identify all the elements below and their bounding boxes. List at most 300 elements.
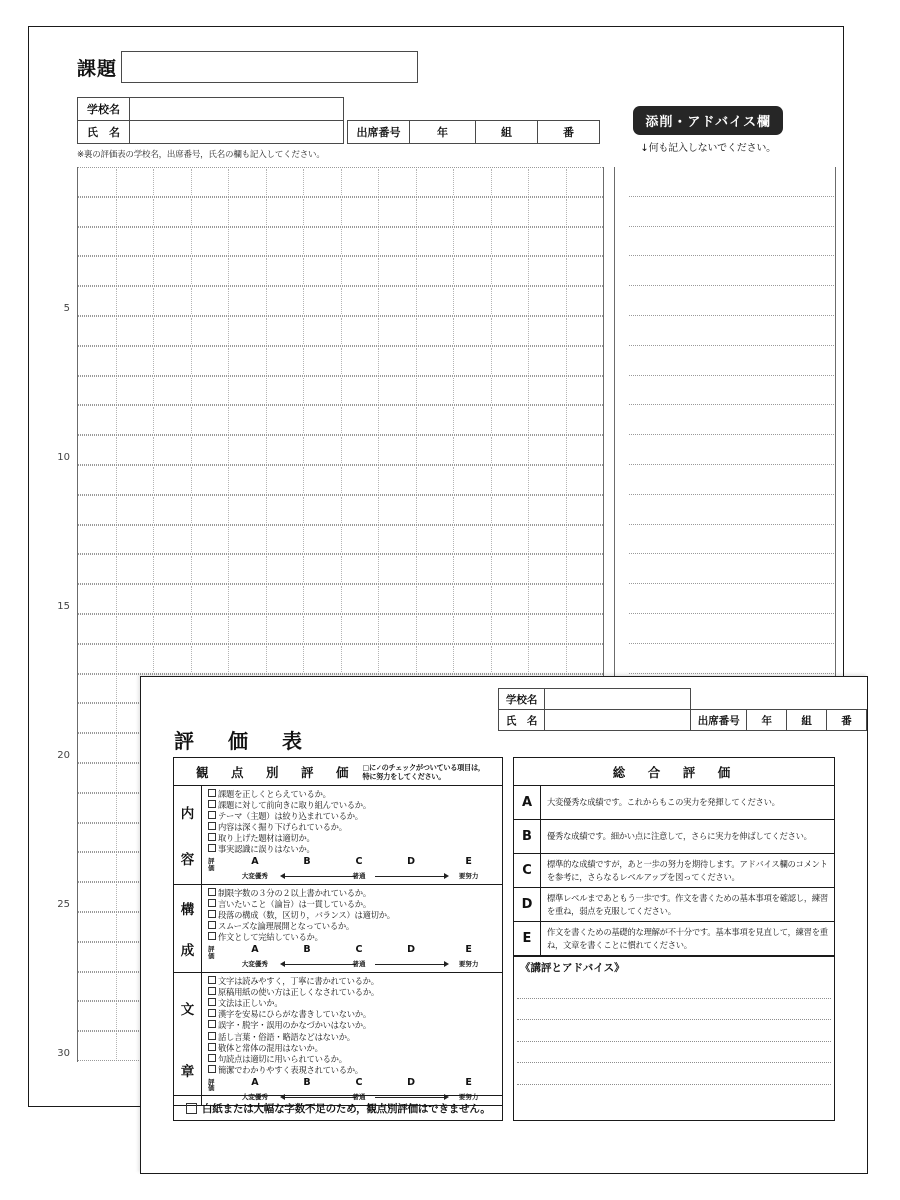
cell-divider: [528, 616, 529, 642]
criteria-item[interactable]: [208, 1020, 498, 1031]
advice-line[interactable]: [629, 376, 834, 406]
cell-divider: [191, 437, 192, 463]
criteria-item[interactable]: [208, 1009, 498, 1020]
cell-divider: [528, 527, 529, 553]
rating-scale-label-char: 価: [208, 864, 215, 872]
cell-divider: [303, 229, 304, 255]
criteria-header: [174, 758, 502, 786]
criteria-item[interactable]: [208, 822, 498, 833]
blank-paper-note[interactable]: [173, 1095, 503, 1121]
cell-divider: [378, 616, 379, 642]
cell-divider: [153, 229, 154, 255]
checkbox-icon[interactable]: [208, 1054, 216, 1062]
criteria-note-line2: 特に努力をしてください。: [362, 771, 446, 781]
cell-divider: [228, 318, 229, 344]
criteria-item[interactable]: [208, 811, 498, 822]
rating-scale-label-char: 価: [208, 952, 215, 961]
year-label[interactable]: 年: [410, 121, 476, 144]
cell-divider: [566, 288, 567, 314]
cell-divider: [416, 348, 417, 374]
criteria-section: [174, 786, 502, 885]
cell-divider: [416, 556, 417, 582]
cell-divider: [116, 884, 117, 910]
cell-divider: [191, 467, 192, 493]
cell-divider: [153, 437, 154, 463]
cell-divider: [341, 169, 342, 195]
rating-letter-E[interactable]: E: [465, 856, 472, 868]
cell-divider: [491, 646, 492, 672]
criteria-item-label: 漢字を安易にひらがな書きしていないか。: [218, 1009, 371, 1020]
rating-letter-B[interactable]: B: [303, 1076, 311, 1088]
cell-divider: [191, 527, 192, 553]
rating-letter-D[interactable]: D: [407, 856, 415, 868]
row-rule: [78, 197, 603, 198]
checkbox-icon[interactable]: [208, 789, 216, 797]
checkbox-icon[interactable]: [208, 1043, 216, 1051]
grade-row[interactable]: [514, 820, 834, 854]
advice-line[interactable]: [629, 435, 834, 465]
row-rule: [78, 644, 603, 645]
advice-line[interactable]: [629, 554, 834, 584]
manuscript-row[interactable]: [78, 614, 603, 644]
criteria-item-label: 制限字数の３分の２以上書かれているか。: [218, 888, 371, 899]
assignment-row: [77, 51, 418, 83]
checkbox-icon[interactable]: [208, 822, 216, 830]
criteria-item[interactable]: [208, 1054, 498, 1065]
cell-divider: [341, 229, 342, 255]
cell-divider: [491, 348, 492, 374]
criteria-item[interactable]: [208, 899, 498, 910]
back-year-label[interactable]: 年: [747, 710, 787, 731]
cell-divider: [528, 467, 529, 493]
cell-divider: [116, 795, 117, 821]
cell-divider: [528, 348, 529, 374]
checkbox-icon[interactable]: [208, 998, 216, 1006]
criteria-item-label: 話し言葉・俗語・略語などはないか。: [218, 1031, 355, 1042]
grade-row[interactable]: [514, 888, 834, 922]
grade-row[interactable]: [514, 854, 834, 888]
attendance-label: 出席番号: [348, 121, 410, 144]
criteria-sections: [174, 786, 502, 1105]
cell-divider: [341, 378, 342, 404]
cell-divider: [341, 616, 342, 642]
cell-divider: [228, 169, 229, 195]
cell-divider: [266, 318, 267, 344]
checkbox-icon[interactable]: [208, 987, 216, 995]
cell-divider: [153, 556, 154, 582]
grade-description: 標準的な成績ですが，あと一歩の努力を期待します。アドバイス欄のコメントを参考に，さらなるレベルアップを図ってください。: [547, 859, 828, 882]
rating-right-text: 要努力: [458, 960, 479, 969]
advice-line[interactable]: [629, 584, 834, 614]
checkbox-icon[interactable]: [186, 1103, 197, 1114]
cell-divider: [266, 169, 267, 195]
cell-divider: [116, 735, 117, 761]
cell-divider: [116, 586, 117, 612]
name-input[interactable]: [130, 121, 344, 144]
grade-row[interactable]: [514, 786, 834, 820]
cell-divider: [453, 169, 454, 195]
cell-divider: [491, 556, 492, 582]
row-number-5: 5: [63, 303, 70, 314]
criteria-item-label: 誤字・脱字・誤用のかなづかいはないか。: [218, 1020, 371, 1031]
rating-letter-B[interactable]: B: [303, 856, 311, 868]
cell-divider: [453, 407, 454, 433]
criteria-item-label: スムーズな論理展開となっているか。: [218, 921, 354, 932]
cell-divider: [491, 407, 492, 433]
advice-line[interactable]: [629, 197, 834, 227]
cell-divider: [378, 407, 379, 433]
checkbox-icon[interactable]: [208, 976, 216, 984]
grade-letter-D: D: [514, 888, 541, 921]
cell-divider: [266, 437, 267, 463]
cell-divider: [228, 258, 229, 284]
cell-divider: [341, 556, 342, 582]
cell-divider: [266, 288, 267, 314]
rating-axis-left: [285, 876, 356, 877]
row-rule: [78, 256, 603, 257]
criteria-item-label: 課題を正しくとらえているか。: [218, 789, 331, 799]
cell-divider: [266, 199, 267, 225]
grade-row[interactable]: [514, 922, 834, 956]
criteria-item[interactable]: [208, 800, 498, 811]
cell-divider: [416, 169, 417, 195]
criteria-item-label: 句読点は適切に用いられているか。: [218, 1053, 347, 1064]
cell-divider: [528, 258, 529, 284]
cell-divider: [453, 258, 454, 284]
manuscript-row[interactable]: [78, 346, 603, 376]
manuscript-row[interactable]: [78, 584, 603, 614]
row-rule: [78, 674, 603, 675]
number-label[interactable]: 番: [538, 121, 600, 144]
criteria-item-label: 段落の構成（数，区切り，バランス）は適切か。: [218, 910, 395, 921]
advice-line[interactable]: [629, 495, 834, 525]
overall-title: 総 合 評 価: [514, 758, 834, 786]
criteria-item[interactable]: [208, 844, 498, 855]
rating-center-text: 普通: [352, 1092, 366, 1101]
grade-letter-B: B: [514, 820, 541, 853]
grade-letter-E: E: [514, 922, 541, 955]
cell-divider: [528, 199, 529, 225]
cell-divider: [341, 437, 342, 463]
cell-divider: [491, 169, 492, 195]
cell-divider: [116, 825, 117, 851]
advice-badge: 添削・アドバイス欄: [633, 106, 783, 135]
manuscript-row[interactable]: [78, 286, 603, 316]
criteria-section-label-char: 構: [180, 902, 195, 919]
cell-divider: [453, 646, 454, 672]
cell-divider: [453, 378, 454, 404]
criteria-section-label-char: 章: [180, 1064, 195, 1081]
manuscript-row[interactable]: [78, 525, 603, 555]
criteria-item[interactable]: [208, 1032, 498, 1043]
criteria-item[interactable]: [208, 998, 498, 1009]
cell-divider: [303, 258, 304, 284]
cell-divider: [416, 318, 417, 344]
manuscript-row[interactable]: [78, 435, 603, 465]
row-rule: [78, 465, 603, 466]
checkbox-icon[interactable]: [208, 888, 216, 896]
criteria-item[interactable]: [208, 987, 498, 998]
manuscript-row[interactable]: [78, 644, 603, 674]
rating-scale-label: [208, 946, 217, 960]
criteria-item[interactable]: [208, 976, 498, 987]
comment-line[interactable]: [517, 977, 831, 999]
advice-line[interactable]: [629, 316, 834, 346]
cell-divider: [566, 437, 567, 463]
cell-divider: [528, 646, 529, 672]
cell-divider: [528, 586, 529, 612]
cell-divider: [116, 378, 117, 404]
cell-divider: [453, 497, 454, 523]
rating-letter-A[interactable]: A: [251, 944, 259, 956]
criteria-section: [174, 885, 502, 973]
grade-description: 作文を書くための基礎的な理解が不十分です。基本事項を見直して，練習を重ね，文章を書くことに慣れてください。: [547, 927, 828, 950]
row-number-15: 15: [57, 601, 70, 612]
advice-line[interactable]: [629, 465, 834, 495]
table-row: [78, 121, 344, 144]
cell-divider: [566, 646, 567, 672]
cell-divider: [303, 199, 304, 225]
cell-divider: [303, 348, 304, 374]
cell-divider: [191, 169, 192, 195]
manuscript-row[interactable]: [78, 495, 603, 525]
cell-divider: [378, 646, 379, 672]
criteria-item-label: 事実認識に誤りはないか。: [218, 844, 315, 855]
cell-divider: [378, 318, 379, 344]
checkbox-icon[interactable]: [208, 1009, 216, 1017]
cell-divider: [528, 288, 529, 314]
cell-divider: [153, 199, 154, 225]
rating-letter-B[interactable]: B: [303, 944, 311, 956]
comment-line[interactable]: [517, 1020, 831, 1042]
front-note: ※裏の評価表の学校名，出席番号，氏名の欄も記入してください。: [77, 150, 325, 160]
manuscript-row[interactable]: [78, 167, 603, 197]
cell-divider: [453, 467, 454, 493]
cell-divider: [453, 556, 454, 582]
cell-divider: [341, 348, 342, 374]
school-input[interactable]: [130, 98, 344, 121]
cell-divider: [191, 378, 192, 404]
cell-divider: [116, 616, 117, 642]
checkbox-icon[interactable]: [208, 811, 216, 819]
name-label: 氏 名: [78, 121, 130, 144]
criteria-section-body: [202, 885, 502, 972]
table-row: [78, 98, 344, 121]
advice-line[interactable]: [629, 405, 834, 435]
cell-divider: [453, 586, 454, 612]
cell-divider: [566, 348, 567, 374]
criteria-item[interactable]: [208, 921, 498, 932]
rating-letter-D[interactable]: D: [407, 944, 415, 956]
rating-center-text: 普通: [352, 960, 366, 969]
checkbox-icon[interactable]: [208, 921, 216, 929]
cell-divider: [378, 437, 379, 463]
cell-divider: [566, 378, 567, 404]
rating-letter-D[interactable]: D: [407, 1076, 415, 1088]
rating-letter-E[interactable]: E: [465, 1076, 472, 1088]
back-name-input[interactable]: [545, 710, 691, 731]
cell-divider: [116, 169, 117, 195]
back-number-label[interactable]: 番: [827, 710, 867, 731]
manuscript-row[interactable]: [78, 465, 603, 495]
rating-scale[interactable]: [208, 944, 498, 970]
checkbox-icon[interactable]: [208, 800, 216, 808]
cell-divider: [491, 199, 492, 225]
cell-divider: [303, 437, 304, 463]
advice-line[interactable]: [629, 227, 834, 257]
rating-letter-C[interactable]: C: [355, 1076, 363, 1088]
checkbox-icon[interactable]: [208, 1032, 216, 1040]
spacer-cell: [747, 689, 787, 710]
criteria-item[interactable]: [208, 1043, 498, 1054]
class-label[interactable]: 組: [476, 121, 538, 144]
manuscript-row[interactable]: [78, 197, 603, 227]
cell-divider: [566, 616, 567, 642]
rating-letter-A[interactable]: A: [251, 856, 259, 868]
cell-divider: [228, 586, 229, 612]
cell-divider: [116, 258, 117, 284]
criteria-section-label-char: 文: [180, 1001, 195, 1018]
cell-divider: [153, 378, 154, 404]
criteria-item-label: テーマ（主題）は絞り込まれているか。: [218, 811, 363, 822]
rating-letter-E[interactable]: E: [465, 944, 472, 956]
cell-divider: [266, 497, 267, 523]
rating-letters: [222, 1077, 496, 1088]
manuscript-row[interactable]: [78, 316, 603, 346]
checkbox-icon[interactable]: [208, 932, 216, 940]
checkbox-icon[interactable]: [208, 833, 216, 841]
cell-divider: [266, 527, 267, 553]
criteria-item-label: 内容は深く掘り下げられているか。: [218, 822, 347, 833]
attendance-table: [347, 120, 600, 144]
cell-divider: [303, 169, 304, 195]
cell-divider: [453, 318, 454, 344]
checkbox-icon[interactable]: [208, 1020, 216, 1028]
cell-divider: [266, 646, 267, 672]
spacer-cell: [691, 689, 747, 710]
manuscript-row[interactable]: [78, 376, 603, 406]
advice-line[interactable]: [629, 614, 834, 644]
cell-divider: [191, 288, 192, 314]
table-row: [348, 121, 600, 144]
rating-letter-A[interactable]: A: [251, 1076, 259, 1088]
row-rule: [78, 405, 603, 406]
back-school-input[interactable]: [545, 689, 691, 710]
comment-ruled-area[interactable]: [514, 977, 834, 1106]
cell-divider: [116, 497, 117, 523]
arrow-left-icon: [280, 961, 285, 967]
grade-description: 標準レベルまであともう一歩です。作文を書くための基本事項を確認し，練習を重ね，弱点を克服してください。: [547, 893, 828, 916]
rating-letter-C[interactable]: C: [355, 944, 363, 956]
cell-divider: [416, 616, 417, 642]
manuscript-row[interactable]: [78, 227, 603, 257]
cell-divider: [341, 586, 342, 612]
advice-line[interactable]: [629, 286, 834, 316]
cell-divider: [416, 378, 417, 404]
cell-divider: [228, 527, 229, 553]
rating-letters: [222, 944, 496, 955]
cell-divider: [228, 556, 229, 582]
cell-divider: [191, 318, 192, 344]
comment-line[interactable]: [517, 999, 831, 1021]
cell-divider: [528, 169, 529, 195]
cell-divider: [116, 407, 117, 433]
criteria-note-line1: □に✓のチェックがついている項目は，: [362, 762, 485, 772]
criteria-item[interactable]: [208, 888, 498, 899]
rating-scale-label: [208, 1079, 217, 1093]
row-number-30: 30: [57, 1048, 70, 1059]
cell-divider: [453, 288, 454, 314]
cell-divider: [566, 467, 567, 493]
checkbox-icon[interactable]: [208, 910, 216, 918]
cell-divider: [303, 616, 304, 642]
cell-divider: [116, 944, 117, 970]
cell-divider: [191, 556, 192, 582]
cell-divider: [528, 318, 529, 344]
cell-divider: [116, 646, 117, 672]
assignment-input[interactable]: [121, 51, 418, 83]
cell-divider: [528, 497, 529, 523]
cell-divider: [116, 854, 117, 880]
rating-left-text: 大変優秀: [241, 872, 268, 881]
criteria-item[interactable]: [208, 833, 498, 844]
cell-divider: [566, 407, 567, 433]
cell-divider: [191, 497, 192, 523]
comment-line[interactable]: [517, 1085, 831, 1107]
cell-divider: [566, 497, 567, 523]
advice-line[interactable]: [629, 346, 834, 376]
advice-line[interactable]: [629, 167, 834, 197]
checkbox-icon[interactable]: [208, 844, 216, 852]
cell-divider: [191, 348, 192, 374]
manuscript-row[interactable]: [78, 405, 603, 435]
row-rule: [78, 584, 603, 585]
cell-divider: [491, 318, 492, 344]
criteria-section-body: [202, 973, 502, 1104]
checkbox-icon[interactable]: [208, 899, 216, 907]
criteria-item-label: 言いたいこと（論旨）は一貫しているか。: [218, 899, 371, 910]
comment-line[interactable]: [517, 1042, 831, 1064]
cell-divider: [416, 258, 417, 284]
cell-divider: [266, 586, 267, 612]
criteria-item[interactable]: [208, 1065, 498, 1076]
cell-divider: [266, 556, 267, 582]
cell-divider: [378, 497, 379, 523]
row-rule: [78, 435, 603, 436]
advice-line[interactable]: [629, 525, 834, 555]
cell-divider: [191, 199, 192, 225]
rating-scale[interactable]: [208, 856, 498, 882]
cell-divider: [566, 169, 567, 195]
criteria-item[interactable]: [208, 910, 498, 921]
advice-line[interactable]: [629, 256, 834, 286]
rating-scale-label-char: 評: [208, 857, 215, 866]
back-class-label[interactable]: 組: [787, 710, 827, 731]
advice-line[interactable]: [629, 644, 834, 674]
comment-line[interactable]: [517, 1063, 831, 1085]
rating-letter-C[interactable]: C: [355, 856, 363, 868]
checkbox-icon[interactable]: [208, 1065, 216, 1073]
page-title: 評 価 表: [174, 729, 309, 753]
criteria-item[interactable]: [208, 932, 498, 943]
back-school-label: 学校名: [499, 689, 545, 710]
manuscript-row[interactable]: [78, 256, 603, 286]
cell-divider: [228, 229, 229, 255]
manuscript-row[interactable]: [78, 554, 603, 584]
row-rule: [78, 346, 603, 347]
criteria-item[interactable]: [208, 789, 498, 800]
back-attendance-label: 出席番号: [691, 710, 747, 731]
